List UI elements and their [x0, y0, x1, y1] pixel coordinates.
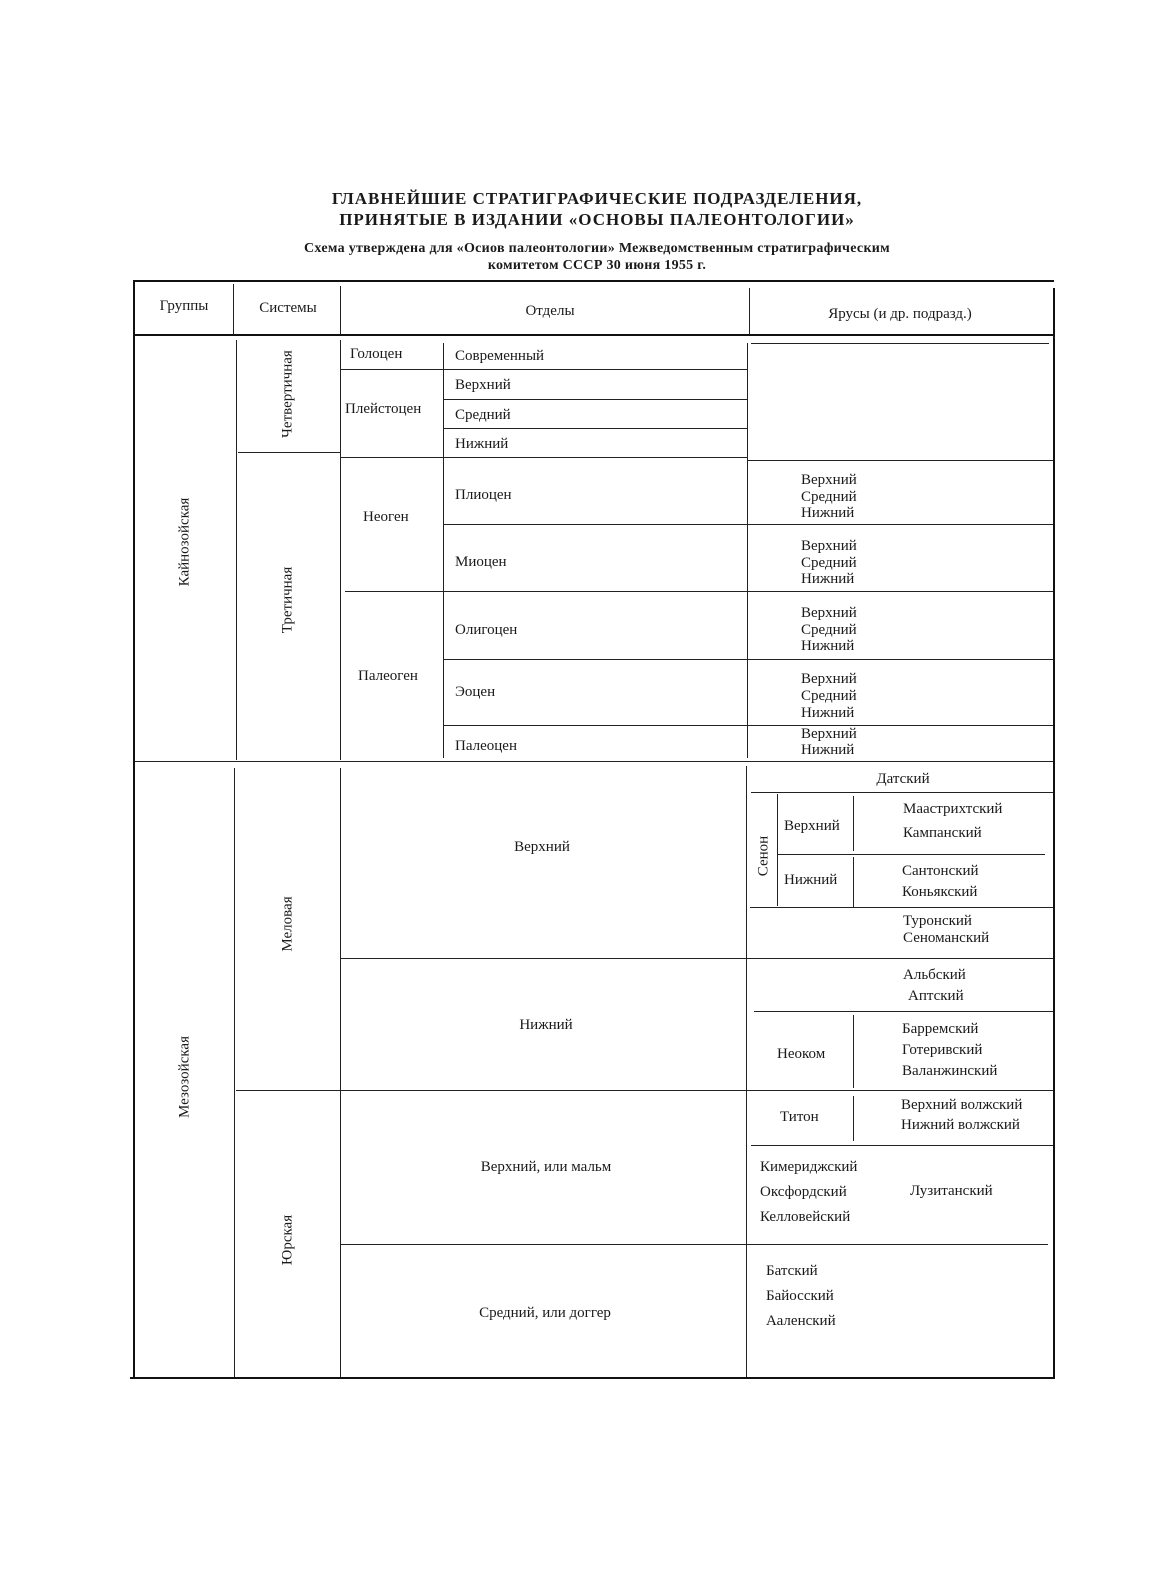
- div-jur-middle: Средний, или доггер: [479, 1305, 611, 1321]
- col-divider-groups-mes: [234, 768, 235, 1377]
- stage-kimmeridgian: Кимериджский: [760, 1159, 858, 1175]
- miocene-stage-1: Средний: [801, 555, 857, 571]
- sub-eocene: Эоцен: [455, 684, 496, 700]
- div-pleistocene: Плейстоцен: [345, 401, 422, 417]
- quat-sub-0: Современный: [455, 348, 545, 364]
- header-divider: [133, 334, 1054, 336]
- stage-santonian: Сантонский: [902, 863, 979, 879]
- stage-bathonian: Батский: [766, 1263, 818, 1279]
- system-cretaceous: Меловая: [279, 896, 296, 952]
- line-senon-upper-divider: [853, 796, 854, 851]
- page-title-line-2: ПРИНЯТЫЕ В ИЗДАНИИ «ОСНОВЫ ПАЛЕОНТОЛОГИИ»: [339, 210, 855, 229]
- neocom-label: Неоком: [777, 1046, 826, 1062]
- line-jur-upper-bottom: [340, 1244, 1048, 1245]
- header-systems: Системы: [259, 300, 317, 316]
- system-tertiary: Третичная: [279, 566, 296, 634]
- senon-lower: Нижний: [784, 872, 838, 888]
- col-divider-header-2: [340, 286, 341, 334]
- div-neogene: Неоген: [363, 509, 409, 525]
- group-mesozoic: Мезозойская: [176, 1036, 193, 1118]
- col-divider-groups-cen: [236, 340, 237, 760]
- senon-upper: Верхний: [784, 818, 840, 834]
- line-danian-bottom: [751, 792, 1053, 793]
- line-cret-upper-bottom: [340, 958, 1053, 959]
- header-divisions: Отделы: [525, 303, 575, 319]
- sub-paleocene: Палеоцен: [455, 738, 517, 754]
- col-divider-systems-cen: [340, 340, 341, 760]
- page-title-line-1: ГЛАВНЕЙШИЕ СТРАТИГРАФИЧЕСКИЕ ПОДРАЗДЕЛЕНИЯ,: [331, 189, 863, 208]
- tithon-label: Титон: [780, 1109, 819, 1125]
- oligocene-stage-0: Верхний: [801, 605, 857, 621]
- group-divider: [135, 761, 1053, 762]
- sub-oligocene: Олигоцен: [455, 622, 518, 638]
- eocene-stage-1: Средний: [801, 688, 857, 704]
- stage-hauterivian: Готеривский: [902, 1042, 983, 1058]
- line-neogene-bottom: [345, 591, 1053, 592]
- stage-danian: Датский: [876, 771, 930, 787]
- stage-lusitanian: Лузитанский: [910, 1183, 993, 1199]
- miocene-stage-0: Верхний: [801, 538, 857, 554]
- stage-callovian: Келловейский: [760, 1209, 851, 1225]
- miocene-stage-2: Нижний: [801, 571, 855, 587]
- sub-pliocene: Плиоцен: [455, 487, 512, 503]
- line-tithon-bottom: [751, 1145, 1053, 1146]
- line-senon-lower-divider: [853, 857, 854, 907]
- header-stages: Ярусы (и др. подразд.): [828, 306, 972, 322]
- stage-cenomanian: Сеноманский: [903, 930, 990, 946]
- pliocene-stage-2: Нижний: [801, 505, 855, 521]
- div-paleogene: Палеоген: [358, 668, 418, 684]
- group-cenozoic: Кайнозойская: [176, 497, 193, 587]
- div-cret-lower: Нижний: [519, 1017, 573, 1033]
- eocene-stage-2: Нижний: [801, 705, 855, 721]
- table-right-border: [1053, 288, 1055, 1378]
- line-senon-divider: [777, 794, 778, 906]
- col-divider-header-3: [749, 288, 750, 334]
- line-pliocene-bottom: [443, 524, 1053, 525]
- line-quat-system-bottom: [238, 452, 340, 453]
- stage-oxfordian: Оксфордский: [760, 1184, 847, 1200]
- div-jur-upper: Верхний, или мальм: [480, 1159, 612, 1175]
- stage-aptian: Аптский: [908, 988, 964, 1004]
- stage-albian: Альбский: [903, 967, 966, 983]
- line-tithon-divider: [853, 1096, 854, 1141]
- col-divider-systems-mes: [340, 768, 341, 1377]
- line-eocene-bottom: [443, 725, 1053, 726]
- col-divider-header-1: [233, 284, 234, 334]
- line-senon-upper-bottom: [777, 854, 1045, 855]
- line-senon-bottom: [750, 907, 1053, 908]
- system-quaternary: Четвертичная: [279, 350, 296, 438]
- table-top-border: [133, 280, 1054, 282]
- col-divider-subdivisions: [443, 343, 444, 758]
- line-holocene-bottom: [340, 369, 747, 370]
- eocene-stage-0: Верхний: [801, 671, 857, 687]
- subtitle-line-1: Схема утверждена для «Осиов палеонтологии» Межведомственным стратиграфическим: [303, 241, 891, 256]
- line-cretaceous-bottom: [236, 1090, 1053, 1091]
- sub-miocene: Миоцен: [455, 554, 507, 570]
- senon-label: Сенон: [755, 835, 772, 877]
- line-quat-stage-bottom: [747, 460, 1053, 461]
- system-jurassic: Юрская: [279, 1214, 296, 1266]
- line-quat-upper: [443, 399, 747, 400]
- quat-sub-2: Средний: [455, 407, 511, 423]
- stage-lower-volgian: Нижний волжский: [901, 1117, 1020, 1133]
- line-oligocene-bottom: [443, 659, 1053, 660]
- pliocene-stage-1: Средний: [801, 489, 857, 505]
- pliocene-stage-0: Верхний: [801, 472, 857, 488]
- stage-aalenian: Ааленский: [766, 1313, 836, 1329]
- stage-valanginian: Валанжинский: [902, 1063, 998, 1079]
- col-divider-divisions-cen: [747, 343, 748, 758]
- col-divider-divisions-mes: [746, 766, 747, 1377]
- table-left-border: [133, 280, 135, 1378]
- div-cret-upper: Верхний: [514, 839, 570, 855]
- header-groups: Группы: [159, 298, 209, 314]
- quat-sub-3: Нижний: [455, 436, 509, 452]
- stage-maastrichtian: Маастрихтский: [903, 801, 1003, 817]
- subtitle-line-2: комитетом СССР 30 июня 1955 г.: [487, 258, 707, 273]
- stage-bajocian: Байосский: [766, 1288, 834, 1304]
- table-bottom-border: [130, 1377, 1055, 1379]
- stage-barremian: Барремский: [902, 1021, 979, 1037]
- stage-turonian: Туронский: [903, 913, 972, 929]
- oligocene-stage-1: Средний: [801, 622, 857, 638]
- oligocene-stage-2: Нижний: [801, 638, 855, 654]
- line-alb-apt-bottom: [754, 1011, 1053, 1012]
- stage-coniacian: Коньякский: [902, 884, 978, 900]
- stage-campanian: Кампанский: [903, 825, 982, 841]
- paleocene-stage-1: Нижний: [801, 742, 855, 758]
- line-quat-div-bottom: [340, 457, 747, 458]
- paleocene-stage-0: Верхний: [801, 726, 857, 742]
- line-neocom-divider: [853, 1015, 854, 1088]
- line-quat-middle: [443, 428, 747, 429]
- stage-upper-volgian: Верхний волжский: [901, 1097, 1023, 1113]
- line-quat-stages-top: [751, 343, 1049, 344]
- div-holocene: Голоцен: [350, 346, 403, 362]
- quat-sub-1: Верхний: [455, 377, 511, 393]
